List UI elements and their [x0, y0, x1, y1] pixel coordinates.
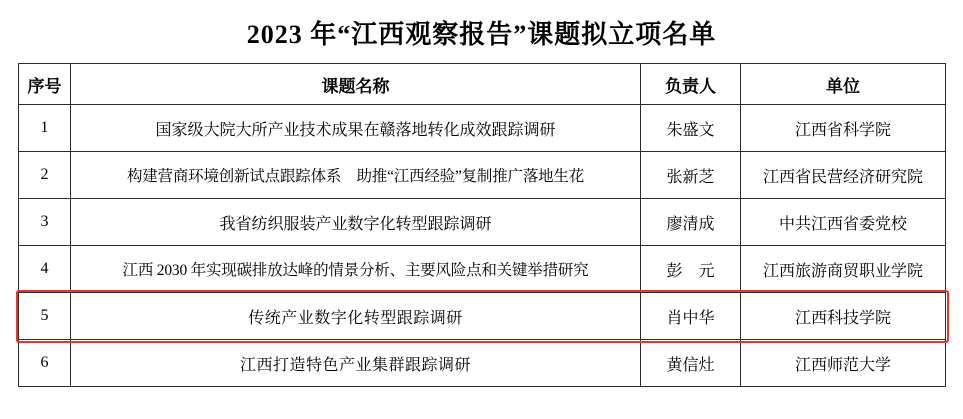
- cell-leader: 肖中华: [641, 293, 741, 340]
- column-header-leader: 负责人: [641, 64, 741, 105]
- table-header: [19, 64, 946, 105]
- cell-leader: 廖清成: [641, 199, 741, 246]
- cell-unit: 江西省科学院: [741, 105, 946, 152]
- cell-number: 1: [19, 105, 71, 152]
- cell-project-name: 构建营商环境创新试点跟踪体系 助推“江西经验”复制推广落地生花: [71, 152, 641, 199]
- table-row: [19, 340, 946, 387]
- cell-project-name: 我省纺织服装产业数字化转型跟踪调研: [71, 199, 641, 246]
- cell-leader: 朱盛文: [641, 105, 741, 152]
- cell-unit: 江西师范大学: [741, 340, 946, 387]
- cell-number: 3: [19, 199, 71, 246]
- cell-leader: 黄信灶: [641, 340, 741, 387]
- table-row: [19, 246, 946, 293]
- cell-unit: 江西省民营经济研究院: [741, 152, 946, 199]
- table-container: [18, 63, 945, 387]
- table-row: [19, 152, 946, 199]
- cell-leader: 张新芝: [641, 152, 741, 199]
- cell-number: 2: [19, 152, 71, 199]
- cell-project-name: 江西打造特色产业集群跟踪调研: [71, 340, 641, 387]
- cell-project-name: 国家级大院大所产业技术成果在赣落地转化成效跟踪调研: [71, 105, 641, 152]
- cell-project-name: 江西 2030 年实现碳排放达峰的情景分析、主要风险点和关键举措研究: [71, 246, 641, 293]
- cell-unit: 中共江西省委党校: [741, 199, 946, 246]
- cell-number: 5: [19, 293, 71, 340]
- cell-project-name: 传统产业数字化转型跟踪调研: [71, 293, 641, 340]
- cell-unit: 江西旅游商贸职业学院: [741, 246, 946, 293]
- column-header-project-name: 课题名称: [71, 64, 641, 105]
- project-list-table: [18, 63, 946, 387]
- table-row: [19, 199, 946, 246]
- table-row: [19, 293, 946, 340]
- cell-number: 4: [19, 246, 71, 293]
- column-header-number: 序号: [19, 64, 71, 105]
- cell-leader: 彭 元: [641, 246, 741, 293]
- page-title: 2023 年“江西观察报告”课题拟立项名单: [246, 20, 717, 49]
- cell-unit: 江西科技学院: [741, 293, 946, 340]
- column-header-unit: 单位: [741, 64, 946, 105]
- table-row: [19, 105, 946, 152]
- cell-number: 6: [19, 340, 71, 387]
- table-header-row: [19, 64, 946, 105]
- table-body: [19, 105, 946, 387]
